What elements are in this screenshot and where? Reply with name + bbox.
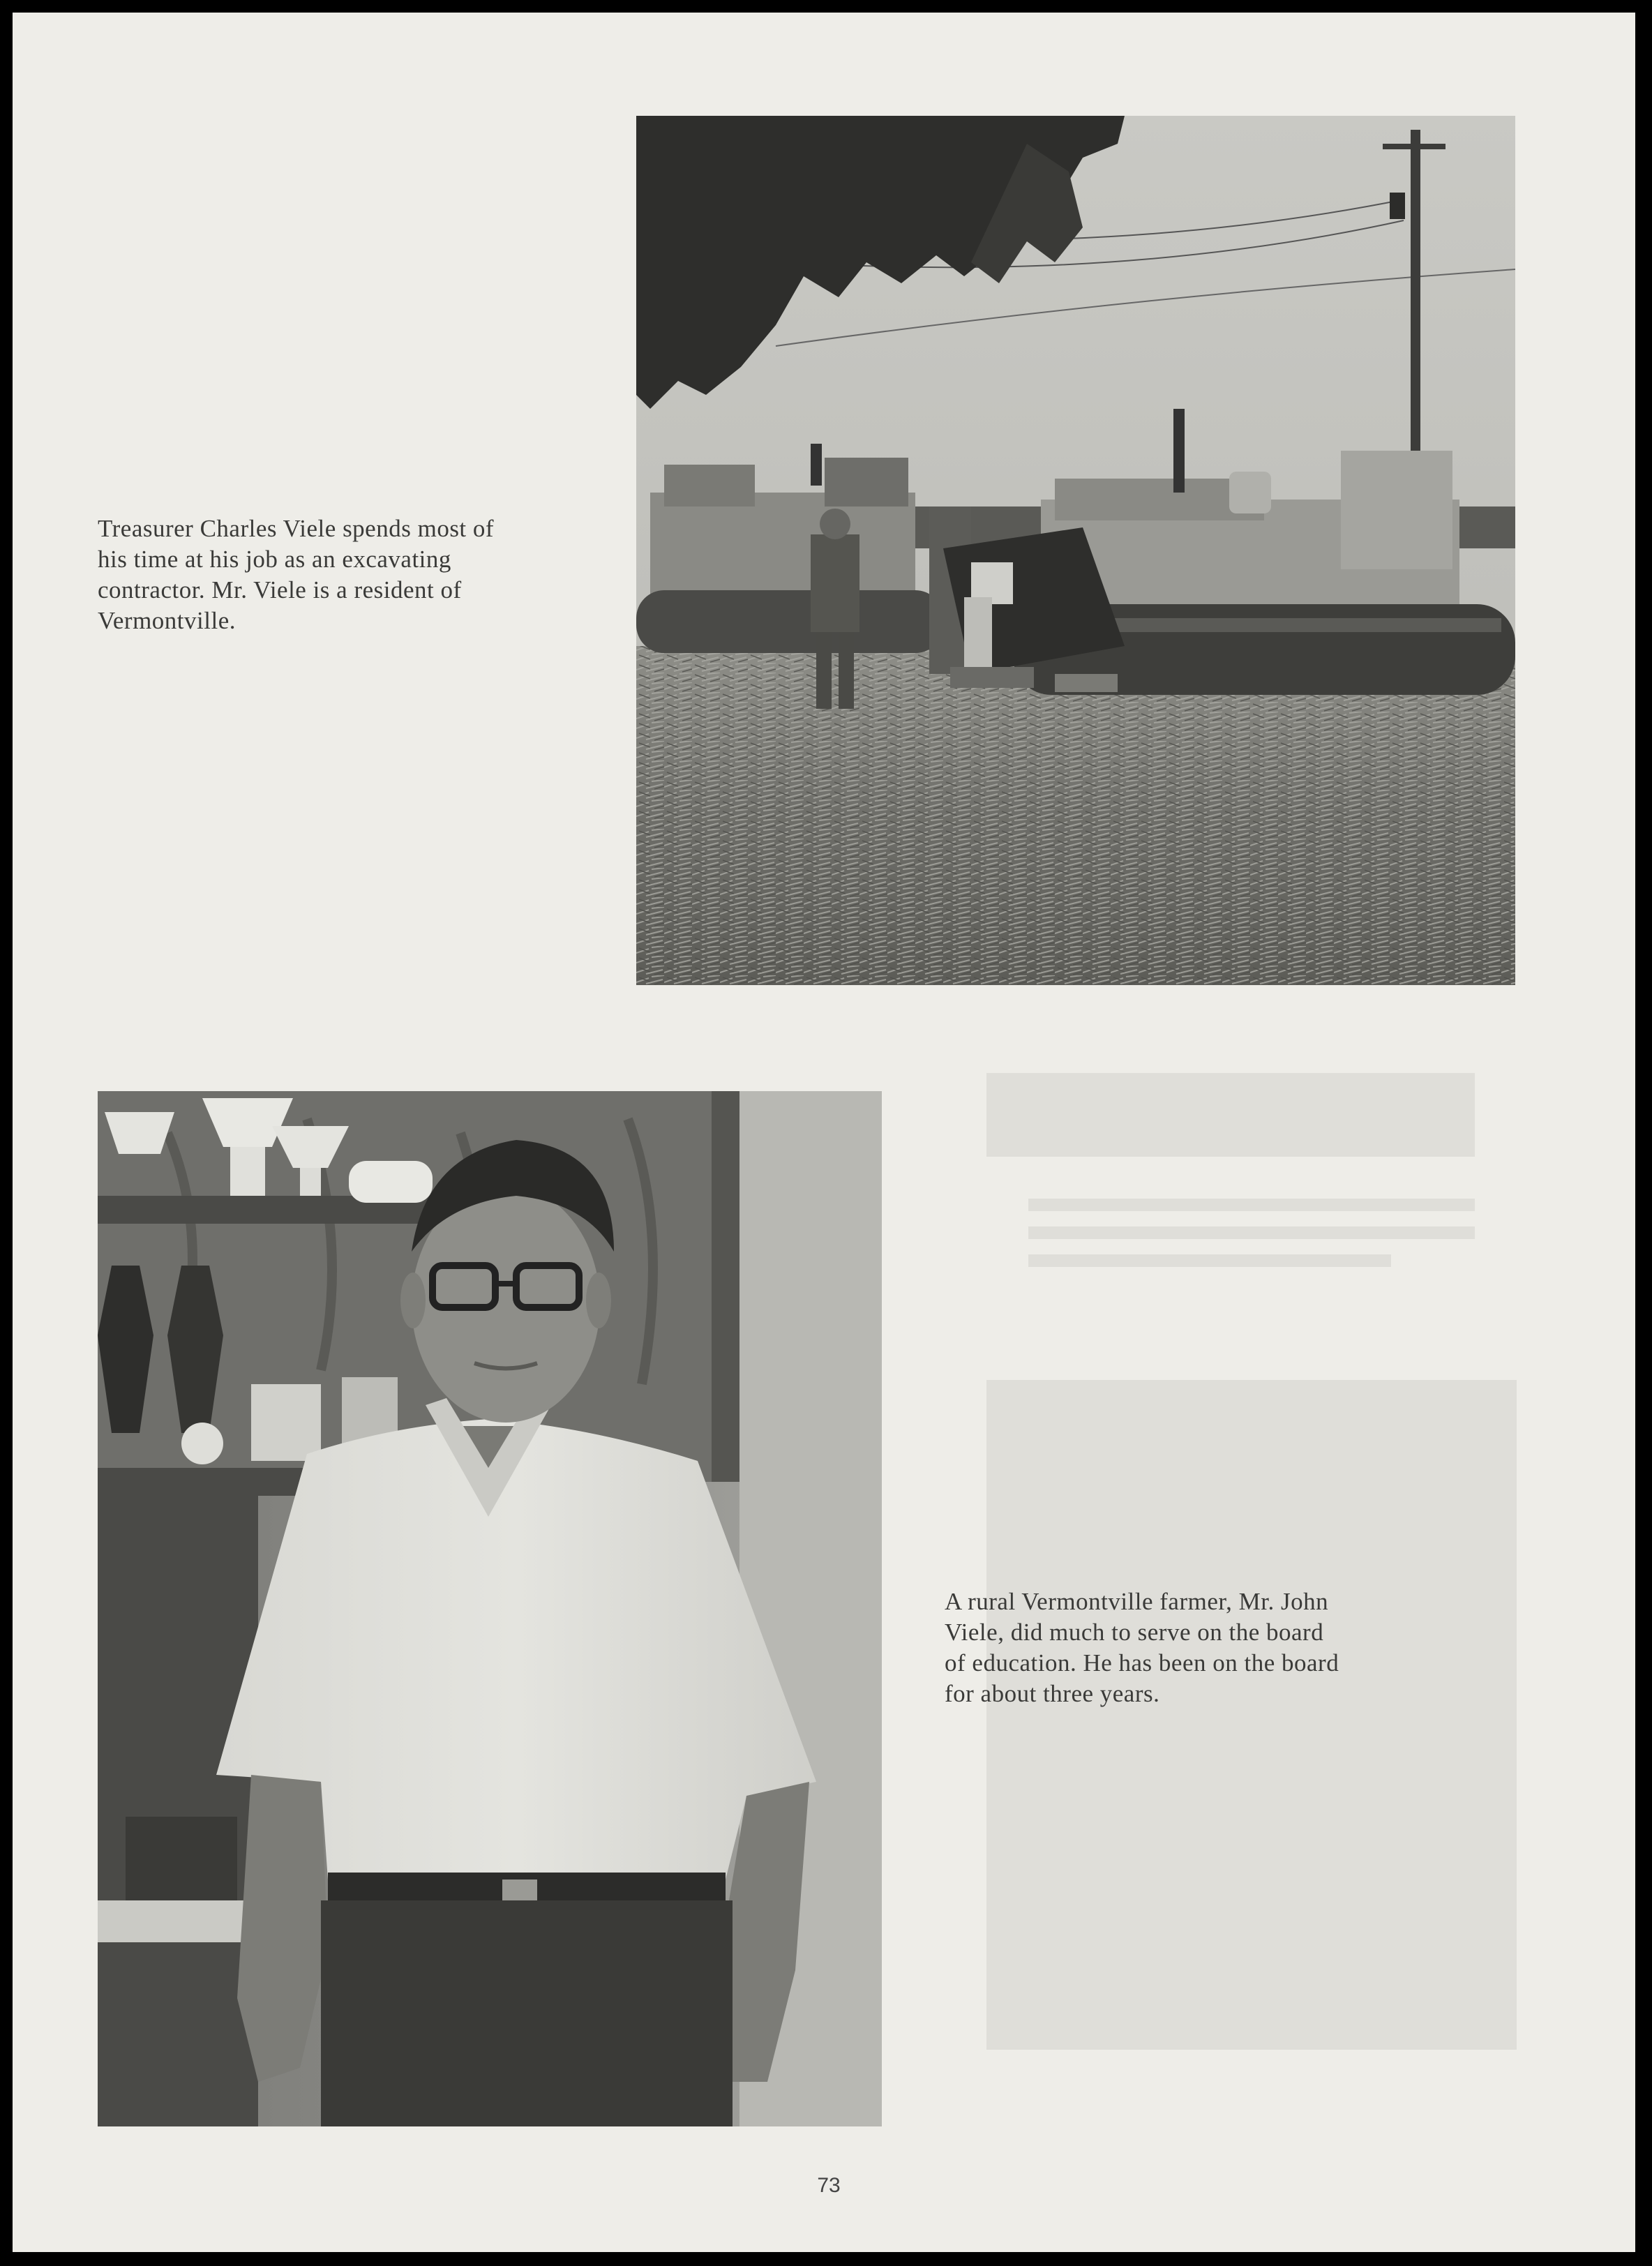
portrait-photo <box>98 1091 882 2126</box>
page-number: 73 <box>817 2174 841 2197</box>
bleed-through <box>986 1073 1517 2050</box>
caption-john-viele: A rural Vermontville farmer, Mr. John Viele, did much to serve on the board of education. He has been on the board for about three years. <box>945 1588 1339 1707</box>
caption-charles-viele: Treasurer Charles Viele spends most of his time at his job as an excavating contractor. Mr. Viele is a resident of Vermontville. <box>98 515 495 634</box>
yearbook-page <box>13 13 1635 2252</box>
bulldozer-photo <box>636 116 1515 985</box>
